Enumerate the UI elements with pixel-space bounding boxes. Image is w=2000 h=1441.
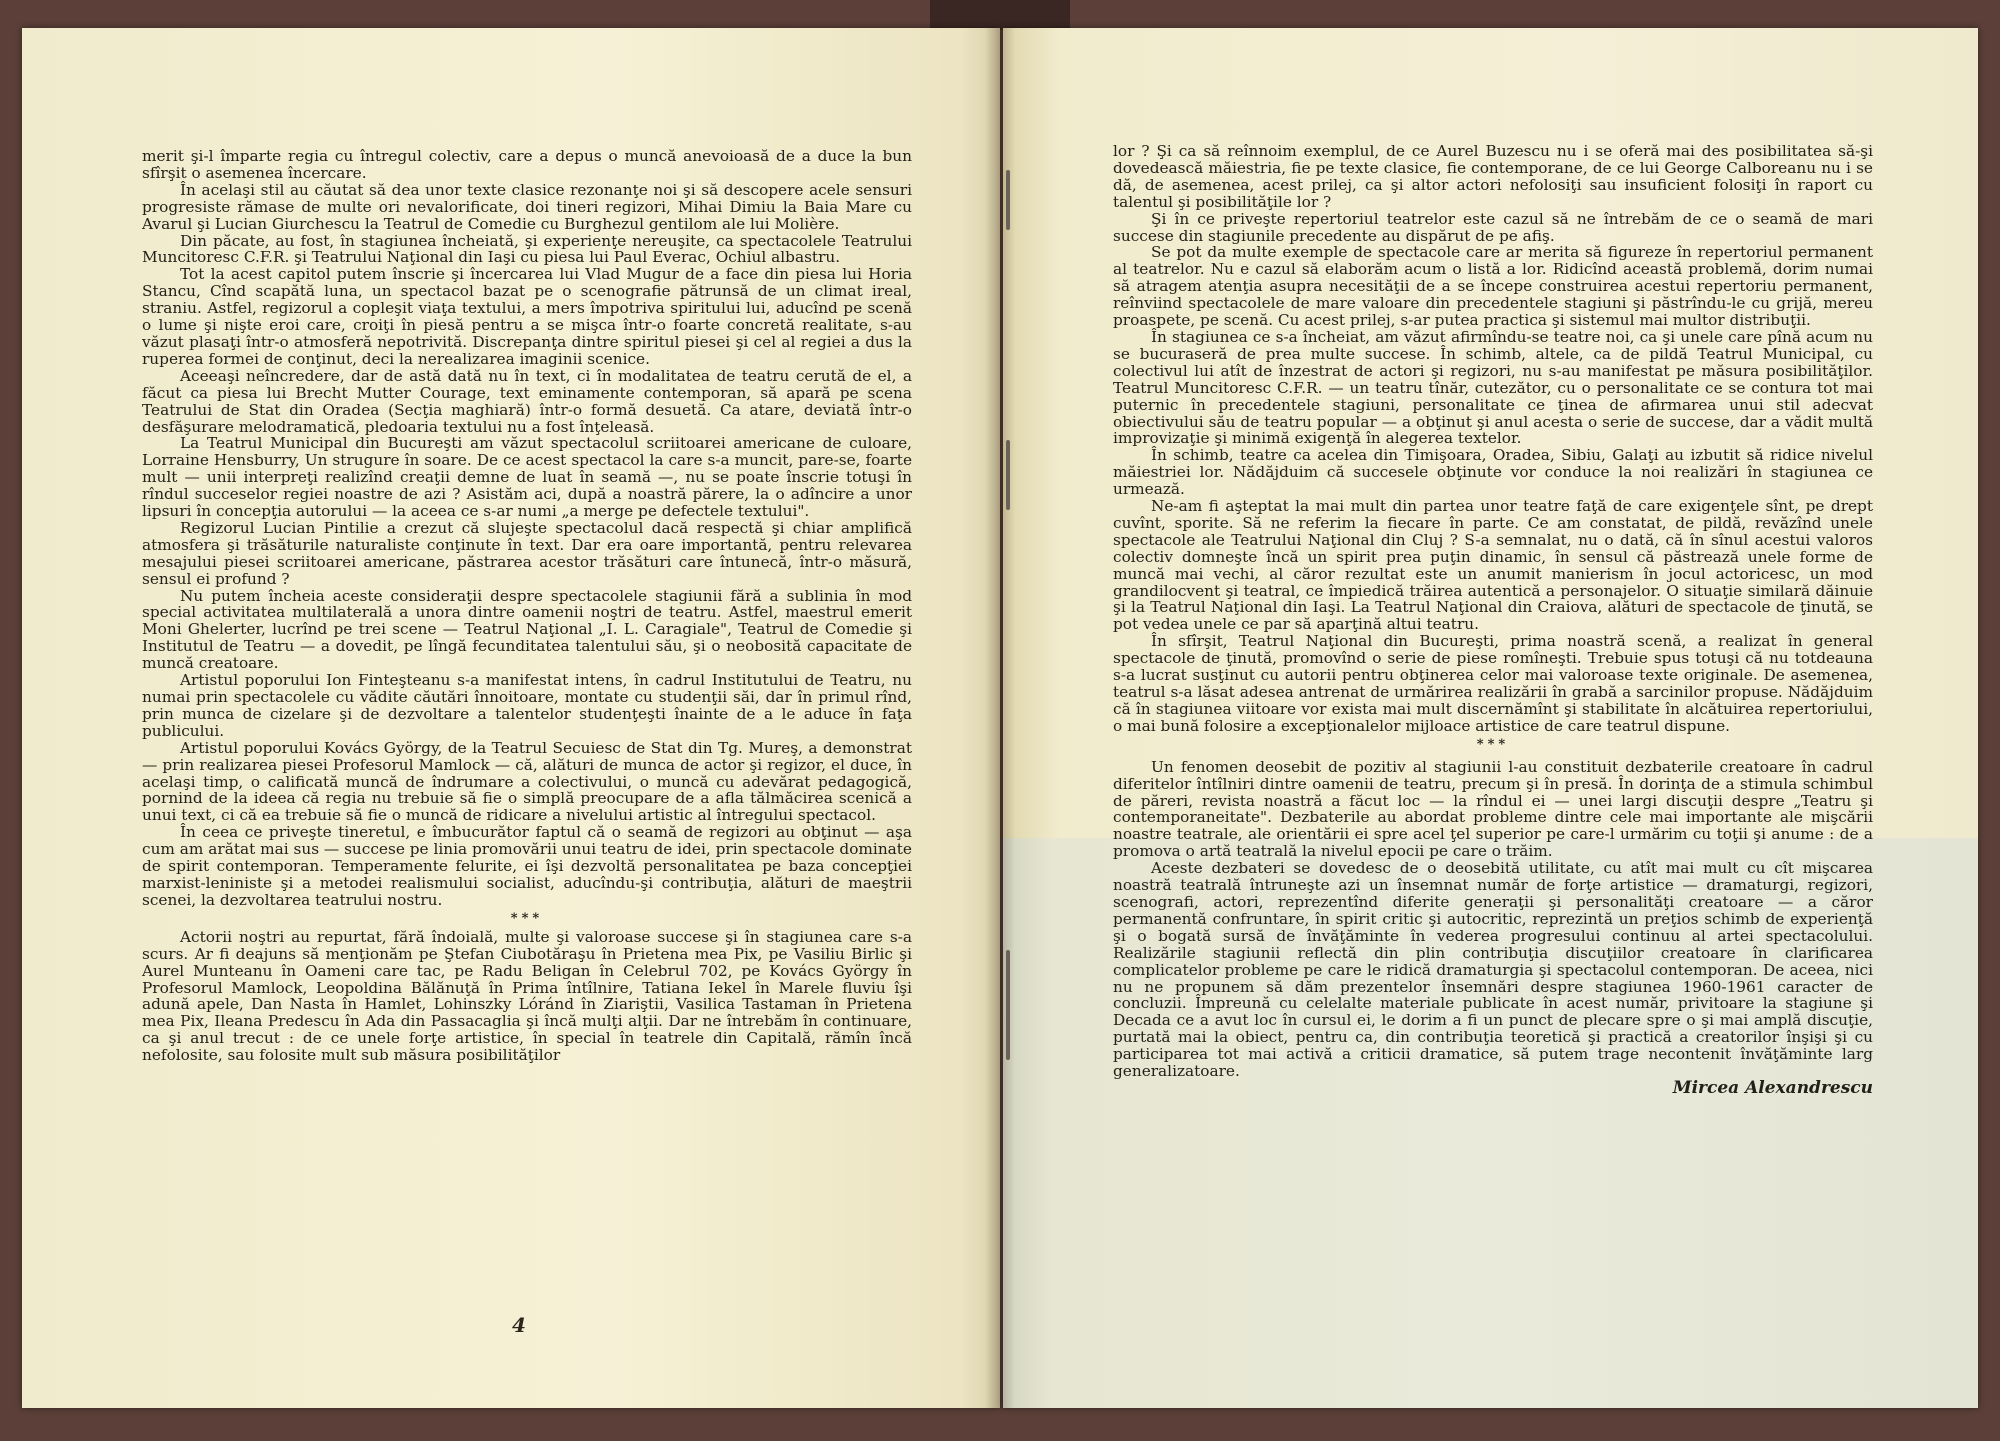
paragraph: Aceeaşi neîncredere, dar de astă dată nu în text, ci în modalitatea de teatru cerută de el, a făcut ca piesa lui Brecht Mutter Courage, text eminamente contemporan, să apară pe scena Teatrului de Stat din Oradea (Secţia maghiară) într-o formă desuetă. Ca atare, deviată într-o desfăşurare melodramatică, pledoaria textului nu a fost înţeleasă. [142, 366, 912, 436]
paragraph: Aceste dezbateri se dovedesc de o deosebită utilitate, cu atît mai mult cu cît mişcarea noastră teatrală întruneşte azi un însemnat număr de forţe artistice — dramaturgi, regizori, scenografi, actori, reprezentînd diferite generaţii şi personalităţi creatoare — a căror permanentă confruntare, în spirit critic şi autocritic, reprezintă un preţios schimb de experienţă şi o bogată sursă de învăţăminte în vederea progresului continuu al artei spectacolului. Realizările stagiunii reflectă din plin contribuţia discuţiilor creatoare în clarificarea complicatelor probleme pe care le ridică dramaturgia şi spectacolul contemporan. De aceea, nici nu ne propunem să dăm prezentelor însemnări despre stagiunea 1960-1961 caracter de concluzii. Împreună cu celelalte materiale publicate în acest număr, privitoare la stagiune şi Decada ce a avut loc în cursul ei, le dorim a fi un punct de plecare spre o şi mai amplă discuţie, purtată mai la obiect, pentru ca, din contribuţia teoretică şi practică a creatorilor înşişi şi cu participarea tot mai activă a criticii dramatice, să putem trage necontenit învăţăminte larg generalizatoare. [1113, 859, 1873, 1081]
paragraph: Se pot da multe exemple de spectacole care ar merita să figureze în repertoriul permanent al teatrelor. Nu e cazul să elaborăm acum o listă a lor. Ridicînd această problemă, dorim numai să atragem atenţia asupra necesităţii de a se începe construirea acestui repertoriu permanent, reînviind spectacolele de mare valoare din precedentele stagiuni şi păstrîndu-le cu grijă, mereu proaspete, pe scenă. Cu acest prilej, s-ar putea practica şi sistemul mai multor distribuţii. [1113, 243, 1873, 330]
paragraph: La Teatrul Municipal din Bucureşti am văzut spectacolul scriitoarei americane de culoare, Lorraine Hensburry, Un strugure în soare. De ce acest spectacol la care s-a muncit, pare-se, foarte mult — unii interpreţi realizînd creaţii demne de luat în seamă —, nu se poate înscrie totuşi în rîndul succeselor regiei noastre de azi ? Asistăm aci, după a noastră părere, la o adîncire a unor lipsuri în concepţia autorului — la aceea ce s-ar numi „a merge pe defectele textului". [142, 434, 912, 521]
paragraph: Ne-am fi aşteptat la mai mult din partea unor teatre faţă de care exigenţele sînt, pe drept cuvînt, sporite. Să ne referim la fiecare în parte. Ce am constatat, de pildă, revăzînd unele spectacole ale Teatrului Naţional din Cluj ? S-a semnalat, nu o dată, că în sînul acestui valoros colectiv domneşte încă un spirit prea puţin dinamic, în sensul că păstrează unele forme de muncă mai vechi, al căror rezultat este un anumit manierism în jocul actoricesc, un mod grandilocvent şi teatral, ce împiedică trăirea autentică a personajelor. O situaţie similară dăinuie şi la Teatrul Naţional din Iaşi. La Teatrul Naţional din Craiova, alături de spectacole de ţinută, se pot vedea unele ce par să aparţină altui teatru. [1113, 497, 1873, 634]
right-column [1113, 143, 1873, 1097]
paragraph: În ceea ce priveşte tineretul, e îmbucurător faptul că o seamă de regizori au obţinut — aşa cum am arătat mai sus — succese pe linia promovării unui teatru de idei, prin spectacole dominate de spirit contemporan. Temperamente felurite, ei îşi dezvoltă personalitatea pe baza concepţiei marxist-leniniste şi a metodei realismului socialist, aducîndu-şi contribuţia, alături de maeştrii scenei, la dezvoltarea teatrului nostru. [142, 823, 912, 909]
paragraph: merit şi-l împarte regia cu întregul colectiv, care a depus o muncă anevoioasă de a duce la bun sfîrşit o asemenea încercare. [142, 147, 912, 182]
paragraph: Artistul poporului Ion Finteşteanu s-a manifestat intens, în cadrul Institutului de Teatru, nu numai prin spectacolele cu vădite căutări înnoitoare, montate cu studenţii săi, dar în primul rînd, prin munca de cizelare şi de dezvoltare a talentelor studenţeşti înainte de a le aduce în faţa publicului. [142, 671, 912, 740]
paragraph: În acelaşi stil au căutat să dea unor texte clasice rezonanţe noi şi să descopere acele sensuri progresiste rămase de multe ori nevalorificate, doi tineri regizori, Mihai Dimiu la Baia Mare cu Avarul şi Lucian Giurchescu la Teatrul de Comedie cu Burghezul gentilom ale lui Molière. [142, 180, 912, 233]
right-page [1003, 28, 1978, 1408]
paragraph: Tot la acest capitol putem înscrie şi încercarea lui Vlad Mugur de a face din piesa lui Horia Stancu, Cînd scapătă luna, un spectacol bazat pe o scenografie pătrunsă de un climat ireal, straniu. Astfel, regizorul a copleşit viaţa textului, a mers împotriva spiritului lui, aducînd pe scenă o lume şi nişte eroi care, croiţi în piesă pentru a se mişca într-o foarte concretă realitate, s-au văzut plasaţi într-o atmosferă nepotrivită. Discrepanţa dintre spiritul piesei şi cel al regiei a dus la ruperea formei de conţinut, deci la nerealizarea imaginii scenice. [142, 265, 912, 368]
paragraph: În stagiunea ce s-a încheiat, am văzut afirmîndu-se teatre noi, ca şi unele care pînă acum nu se bucuraseră de prea multe succese. În schimb, altele, ca de pildă Teatrul Municipal, cu colectivul lui atît de înzestrat de actori şi regizori, nu s-au manifestat pe măsura posibilităţilor. Teatrul Muncitoresc C.F.R. — un teatru tînăr, cutezător, cu o personalitate ce se contura tot mai puternic în precedentele stagiuni, personalitate ce ţinea de afirmarea unui stil adecvat obiectivului său de teatru popular — a obţinut şi anul acesta o serie de succese, dar a vădit multă improvizaţie şi minimă exigenţă în alegerea textelor. [1113, 327, 1873, 448]
left-page [22, 28, 1000, 1408]
section-separator: *** [510, 910, 544, 926]
author-signature: Mircea Alexandrescu [1672, 1077, 1873, 1098]
spine-top [930, 0, 1070, 30]
paragraph: În sfîrşit, Teatrul Naţional din Bucureşti, prima noastră scenă, a realizat în general spectacole de ţinută, promovînd o serie de piese romîneşti. Trebuie spus totuşi că nu totdeauna s-a lucrat susţinut cu autorii pentru obţinerea celor mai valoroase texte originale. De asemenea, teatrul s-a lăsat adesea antrenat de urmărirea realizării în grabă a sarcinilor propuse. Nădăjduim că în stagiunea viitoare vor exista mai mult discernămînt şi stabilitate în alcătuirea repertoriului, o mai bună folosire a excepţionalelor mijloace artistice de care teatrul dispune. [1113, 632, 1873, 735]
section-separator: *** [1476, 736, 1510, 752]
paragraph: Nu putem încheia aceste consideraţii despre spectacolele stagiunii fără a sublinia în mod special activitatea multilaterală a unora dintre oamenii noştri de teatru. Astfel, maestrul emerit Moni Ghelerter, lucrînd pe trei scene — Teatrul Naţional „I. L. Caragiale", Teatrul de Comedie şi Institutul de Teatru — a dovedit, pe lîngă fecunditatea talentului său, şi o neobosită capacitate de muncă creatoare. [142, 586, 912, 673]
paragraph: Actorii noştri au repurtat, fără îndoială, multe şi valoroase succese şi în stagiunea care s-a scurs. Ar fi deajuns să menţionăm pe Ştefan Ciubotăraşu în Prietena mea Pix, pe Vasiliu Birlic şi Aurel Munteanu în Oameni care tac, pe Radu Beligan în Celebrul 702, pe Kovács György în Profesorul Mamlock, Leopoldina Bălănuţă în Prima întîlnire, Tatiana Iekel în Marele fluviu îşi adună apele, Dan Nasta în Hamlet, Lohinszky Lóránd în Ziariştii, Vasilica Tastaman în Prietena mea Pix, Ileana Predescu în Ada din Passacaglia şi încă mulţi alţii. Dar ne întrebăm în continuare, ca şi anul trecut : de ce unele forţe artistice, în special în teatrele din Capitală, rămîn încă nefolosite, sau folosite mult sub măsura posibilităţilor [142, 927, 912, 1065]
binding-staple [1006, 170, 1010, 230]
left-column [142, 148, 912, 1064]
paragraph: Şi în ce priveşte repertoriul teatrelor este cazul să ne întrebăm de ce o seamă de mari succese din stagiunile precedente au dispărut de pe afiş. [1113, 209, 1873, 245]
page-number: 4 [512, 1313, 526, 1337]
binding-staple [1006, 950, 1010, 1060]
paragraph: Un fenomen deosebit de pozitiv al stagiunii l-au constituit dezbaterile creatoare în cadrul diferitelor întîlniri dintre oamenii de teatru, precum şi în presă. În dorinţa de a stimula schimbul de păreri, revista noastră a făcut loc — la rîndul ei — unei largi discuţii despre „Teatru şi contemporaneitate". Dezbaterile au abordat probleme dintre cele mai importante ale mişcării noastre teatrale, ale orientării ei spre acel ţel superior pe care-l urmărim cu toţii şi anume : de a promova o artă teatrală la nivelul epocii pe care o trăim. [1113, 757, 1873, 861]
paragraph: Artistul poporului Kovács György, de la Teatrul Secuiesc de Stat din Tg. Mureş, a demonstrat — prin realizarea piesei Profesorul Mamlock — că, alături de munca de actor şi regizor, el duce, în acelaşi timp, o calificată muncă de îndrumare a colectivului, o muncă cu adevărat pedagogică, pornind de la ideea că regia nu trebuie să fie o simplă preocupare de a afla tălmăcirea scenică a unui text, ci că ea trebuie să fie o muncă de ridicare a nivelului artistic al întregului spectacol. [142, 738, 912, 825]
paragraph: Regizorul Lucian Pintilie a crezut că slujeşte spectacolul dacă respectă şi chiar amplifică atmosfera şi trăsăturile naturaliste conţinute în text. Dar era oare importantă, pentru relevarea mesajului piesei scriitoarei americane, păstrarea acestor trăsături care întunecă, într-o măsură, sensul ei profund ? [142, 518, 912, 588]
gutter-shadow [985, 28, 1015, 1408]
paragraph: lor ? Şi ca să reînnoim exemplul, de ce Aurel Buzescu nu i se oferă mai des posibilitatea să-şi dovedească măiestria, fie pe texte clasice, fie contemporane, de ce lui George Calboreanu nu i se dă, de asemenea, acest prilej, ca şi altor actori nefolosiţi sau insuficient folosiţi în raport cu talentul şi posibilităţile lor ? [1113, 142, 1873, 211]
paragraph: Din păcate, au fost, în stagiunea încheiată, şi experienţe nereuşite, ca spectacolele Teatrului Muncitoresc C.F.R. şi Teatrului Naţional din Iaşi cu piesa lui Paul Everac, Ochiul albastru. [142, 231, 912, 267]
binding-staple [1006, 440, 1010, 510]
paragraph: În schimb, teatre ca acelea din Timişoara, Oradea, Sibiu, Galaţi au izbutit să ridice nivelul măiestriei lor. Nădăjduim că succesele obţinute vor conduce la noi realizări în stagiunea ce urmează. [1113, 446, 1873, 499]
